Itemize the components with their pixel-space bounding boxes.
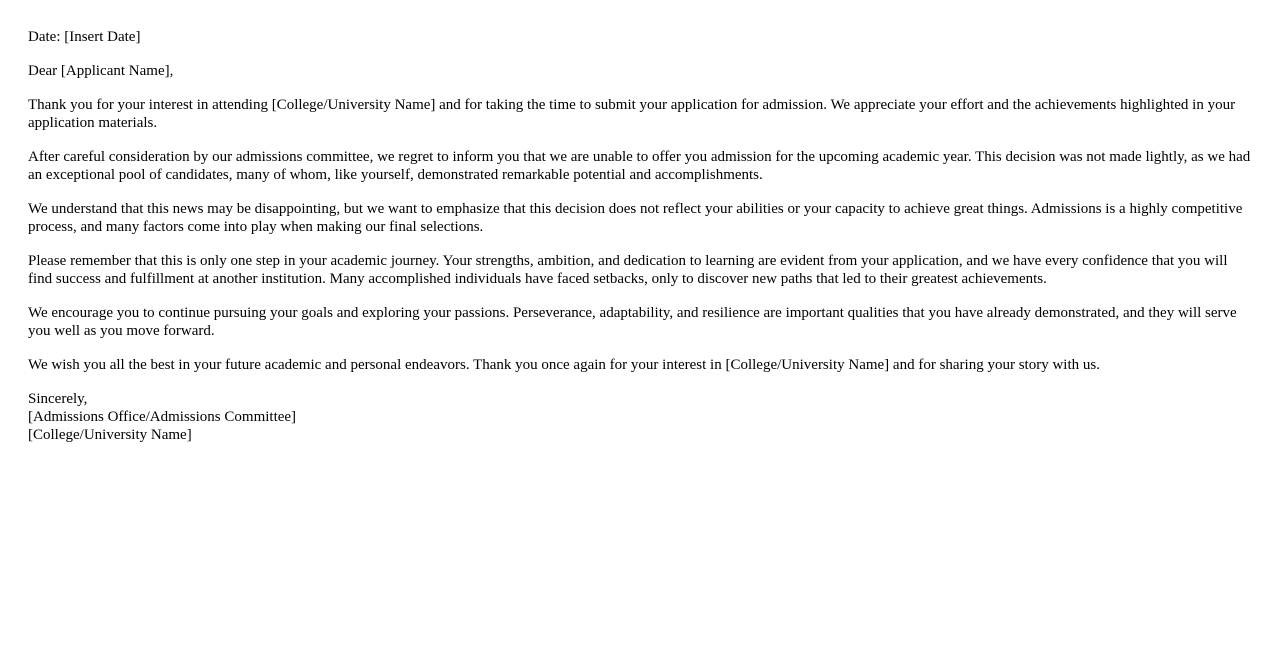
letter-date: Date: [Insert Date] (28, 29, 141, 45)
letter-closing: Sincerely, (28, 391, 88, 407)
letter-paragraph: Please remember that this is only one step in your academic journey. Your strengths, ambition, and dedication to learning are evident from your application, and we have every confidence that you will find success and fulfillment at another institution. Many accomplished individuals have faced setbacks, only to discover new paths that led to their greatest achievements. (28, 253, 1228, 287)
letter-greeting: Dear [Applicant Name], (28, 63, 174, 79)
letter-paragraph: We understand that this news may be disappointing, but we want to emphasize that this decision does not reflect your abilities or your capacity to achieve great things. Admissions is a highly competitive process, and many factors come into play when making our final selections. (28, 201, 1243, 235)
letter-paragraph: After careful consideration by our admissions committee, we regret to inform you that we are unable to offer you admission for the upcoming academic year. This decision was not made lightly, as we had an exceptional pool of candidates, many of whom, like yourself, demonstrated remarkable potential and accomplishments. (28, 149, 1251, 183)
signature-institution: [College/University Name] (28, 427, 192, 443)
letter-signature (28, 390, 1252, 444)
letter-paragraph: Thank you for your interest in attending [College/University Name] and for taking the time to submit your application for admission. We appreciate your effort and the achievements highlighted in your application materials. (28, 97, 1236, 131)
letter-paragraph: We wish you all the best in your future academic and personal endeavors. Thank you once again for your interest in [College/University Name] and for sharing your story with us. (28, 357, 1100, 373)
letter-body (28, 28, 1252, 444)
signature-office: [Admissions Office/Admissions Committee] (28, 409, 297, 425)
letter-paragraph: We encourage you to continue pursuing your goals and exploring your passions. Perseverance, adaptability, and resilience are important qualities that you have already demonstrated, and they will serve you well as you move forward. (28, 305, 1237, 339)
